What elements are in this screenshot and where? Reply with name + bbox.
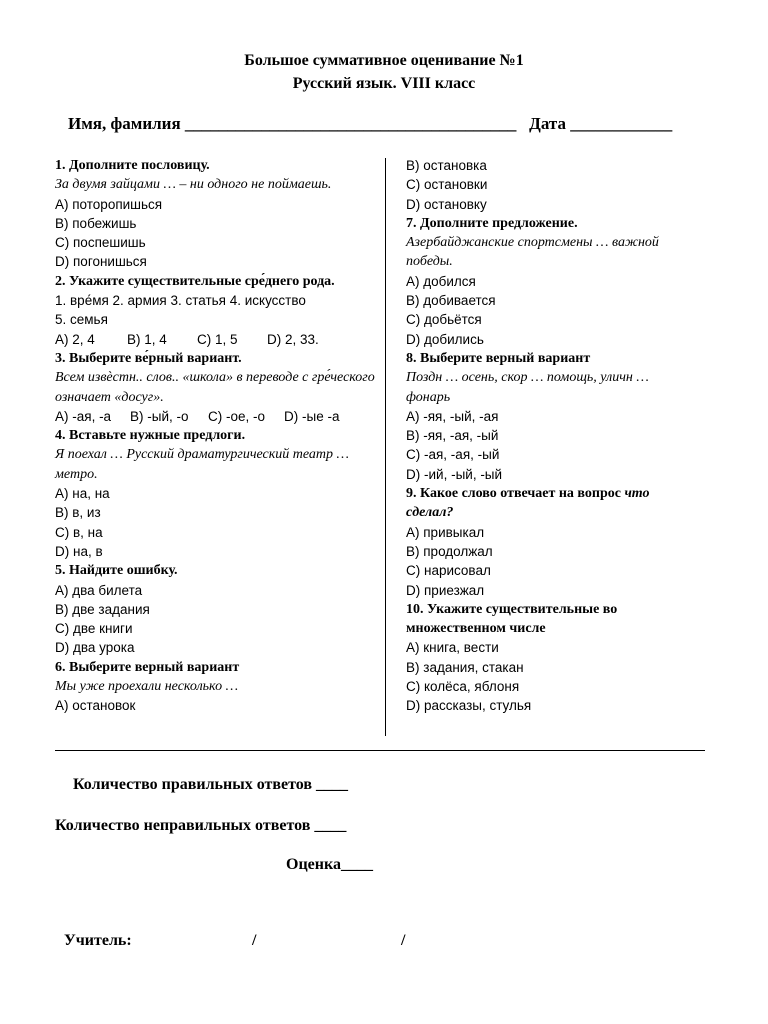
left-column	[55, 156, 377, 716]
answer-option: С) -ое, -о	[208, 408, 266, 424]
name-date-row	[68, 114, 672, 134]
answer-option: В) в, из	[55, 505, 101, 521]
answer-option: С) поспешишь	[55, 235, 146, 251]
answer-option: С) добьётся	[406, 312, 482, 328]
answer-option: С) 1, 5	[197, 331, 238, 347]
section-divider	[55, 750, 705, 751]
correct-answers-count: Количество правильных ответов ____	[73, 776, 349, 793]
question-title: 6. Выберите верный вариант	[55, 659, 240, 675]
answer-option: С) -ая, -ая, -ый	[406, 447, 500, 463]
question-prompt: Азербайджанские спортсмены … важной победы.	[406, 235, 659, 270]
answer-option: А) 2, 4	[55, 331, 95, 347]
answer-option: D) на, в	[55, 543, 103, 559]
answer-option: А) -яя, -ый, -ая	[406, 408, 499, 424]
worksheet-subtitle: Русский язык. VIII класс	[292, 75, 476, 92]
teacher-separator: /	[401, 932, 406, 949]
answer-option: D) рассказы, стулья	[406, 698, 532, 714]
question-title: 5. Найдите ошибку.	[55, 563, 178, 579]
answer-option: А) добился	[406, 273, 476, 289]
question-prompt: Я поехал … Русский драматургический театр … метро.	[55, 447, 349, 482]
question-prompt: 1. вре́мя 2. армия 3. статья 4. искусство	[55, 293, 306, 309]
teacher-separator: /	[252, 932, 257, 949]
answer-option: А) книга, вести	[406, 640, 499, 656]
question-prompt: Всем извѐстн.. слов.. «школа» в переводе с гре́ческого означает «досуг».	[55, 370, 375, 405]
answer-options-row	[55, 407, 377, 426]
question-title-italic: что сделал?	[406, 486, 650, 521]
answer-option: А) поторопишься	[55, 196, 163, 212]
answer-option: D) два урока	[55, 640, 135, 656]
answer-option: С) две книги	[55, 621, 133, 637]
name-label: Имя, фамилия	[68, 114, 181, 133]
name-blank: _______________________________________	[184, 114, 517, 133]
date-label: Дата	[529, 114, 566, 133]
answer-option: В) добивается	[406, 293, 496, 309]
answer-option: В) -яя, -ая, -ый	[406, 428, 499, 444]
column-divider	[385, 158, 386, 736]
question-prompt: 5. семья	[55, 312, 108, 328]
answer-option: В) две задания	[55, 601, 150, 617]
question-title	[406, 484, 696, 523]
answer-option: D) 2, 33.	[267, 331, 319, 347]
question-prompt: Мы уже проехали несколько …	[55, 679, 239, 695]
date-blank: ____________	[570, 114, 673, 133]
answer-option: С) в, на	[55, 524, 103, 540]
answer-option: D) -ий, -ый, -ый	[406, 466, 503, 482]
answer-option: В) задания, стакан	[406, 659, 524, 675]
answer-option: А) два билета	[55, 582, 143, 598]
worksheet-title: Большое суммативное оценивание №1	[244, 52, 524, 69]
question-prompt: Поздн … осень, скор … помощь, уличн … фонарь	[406, 370, 649, 405]
answer-option: А) на, на	[55, 486, 110, 502]
answer-option: С) остановки	[406, 177, 488, 193]
question-title: 10. Укажите существительные во множественном числе	[406, 601, 618, 637]
answer-option: А) остановок	[55, 698, 136, 714]
answer-option: А) привыкал	[406, 524, 485, 540]
answer-option: D) добились	[406, 331, 484, 347]
answer-option: С) колёса, яблоня	[406, 679, 520, 695]
grade-field: Оценка____	[286, 856, 373, 873]
answer-option: D) -ые -а	[284, 408, 340, 424]
answer-option: D) приезжал	[406, 582, 485, 598]
answer-option: С) нарисовал	[406, 563, 491, 579]
incorrect-answers-count: Количество неправильных ответов ____	[55, 817, 347, 834]
answer-options-row	[55, 330, 377, 349]
question-title: 8. Выберите верный вариант	[406, 350, 591, 366]
answer-option: В) остановка	[406, 158, 487, 173]
answer-option: В) продолжал	[406, 543, 493, 559]
answer-option: D) погонишься	[55, 254, 147, 270]
right-column	[406, 156, 696, 716]
question-title: 3. Выберите ве́рный вариант.	[55, 350, 242, 366]
answer-option: В) побежишь	[55, 215, 137, 231]
answer-option: В) 1, 4	[127, 331, 167, 347]
question-title: 1. Дополните пословицу.	[55, 158, 210, 173]
question-title: 4. Вставьте нужные предлоги.	[55, 428, 246, 444]
answer-option: В) -ый, -о	[130, 408, 189, 424]
question-title: 2. Укажите существительные сре́днего рода.	[55, 273, 335, 289]
teacher-label: Учитель:	[64, 932, 132, 949]
question-title: 7. Дополните предложение.	[406, 215, 578, 231]
answer-option: А) -ая, -а	[55, 408, 112, 424]
answer-option: D) остановку	[406, 196, 487, 212]
question-title-text: 9. Какое слово отвечает на вопрос	[406, 486, 621, 502]
question-prompt: За двумя зайцами … – ни одного не поймаешь.	[55, 177, 332, 193]
